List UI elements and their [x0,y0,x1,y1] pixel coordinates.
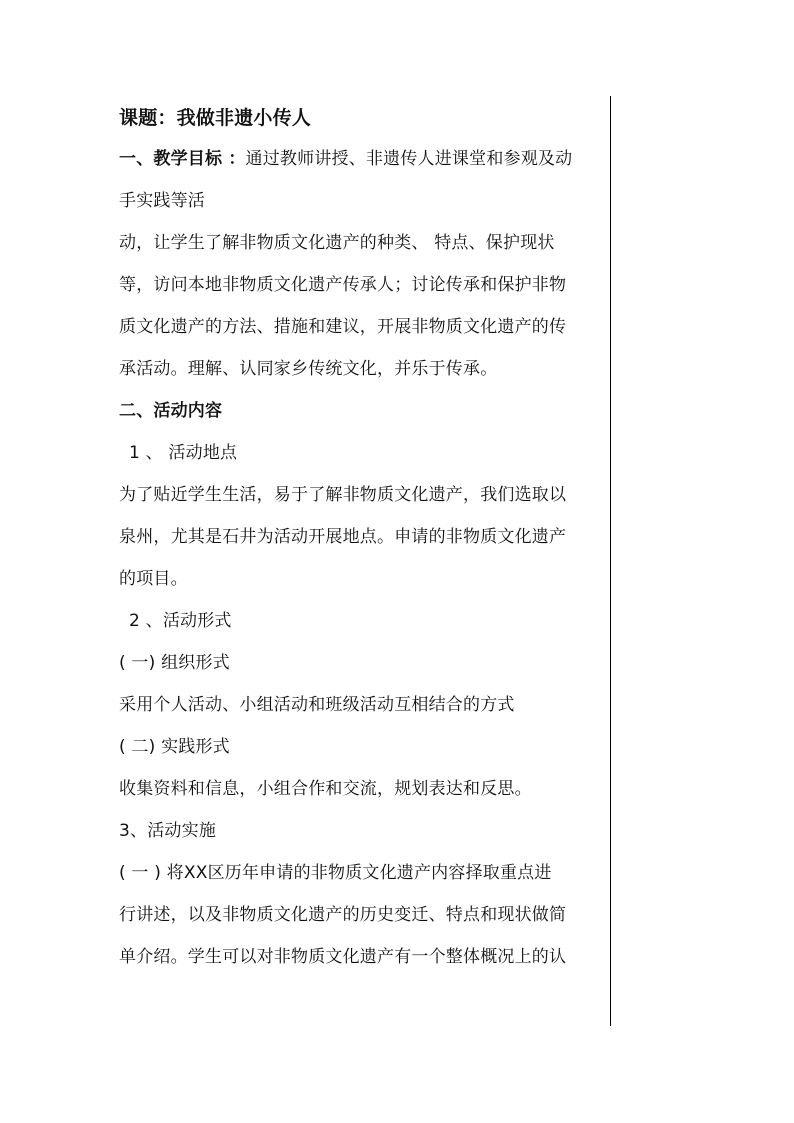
sub2-text: 收集资料和信息，小组合作和交流，规划表达和反思。 [119,779,532,799]
sub1-text: 采用个人活动、小组活动和班级活动互相结合的方式 [119,695,515,715]
item3-line-2: 单介绍。学生可以对非物质文化遗产有一个整体概况上的认 [119,947,567,967]
section1-heading: 一、教学目标 ： [119,149,246,169]
item1-line-1: 泉州，尤其是石井为活动开展地点。申请的非物质文化遗产 [119,527,567,547]
section1-line-1: 手实践等活 [119,191,205,211]
item2-heading: 2 、活动形式 [129,611,232,631]
item1-line-0: 为了贴近学生生活，易于了解非物质文化遗产，我们选取以 [119,485,567,505]
section1-line-0: 通过教师讲授、非遗传人进课堂和参观及动 [245,149,573,169]
sub1-heading: ( 一) 组织形式 [119,653,230,673]
section1-line-3: 等，访问本地非物质文化遗产传承人；讨论传承和保护非物 [119,275,567,295]
document-body [119,98,609,978]
section1-line-5: 承活动。理解、认同家乡传统文化，并乐于传承。 [119,359,498,379]
item1-heading: 1 、 活动地点 [129,443,238,463]
item3-line-0: ( 一 ) 将XX区历年申请的非物质文化遗产内容择取重点进 [119,863,552,883]
section1-line-4: 质文化遗产的方法、措施和建议，开展非物质文化遗产的传 [119,317,567,337]
section2-heading: 二、活动内容 [119,401,223,421]
sub2-heading: ( 二) 实践形式 [119,737,230,757]
item3-heading: 3、活动实施 [119,821,217,841]
page-title: 课题：我做非遗小传人 [119,107,312,129]
table-border-right [610,96,611,1026]
item1-line-2: 的项目。 [119,569,188,589]
section1-first-line [119,138,609,180]
section1-line-2: 动，让学生了解非物质文化遗产的种类、 特点、保护现状 [119,233,555,253]
item3-line-1: 行讲述，以及非物质文化遗产的历史变迁、特点和现状做简 [119,905,567,925]
